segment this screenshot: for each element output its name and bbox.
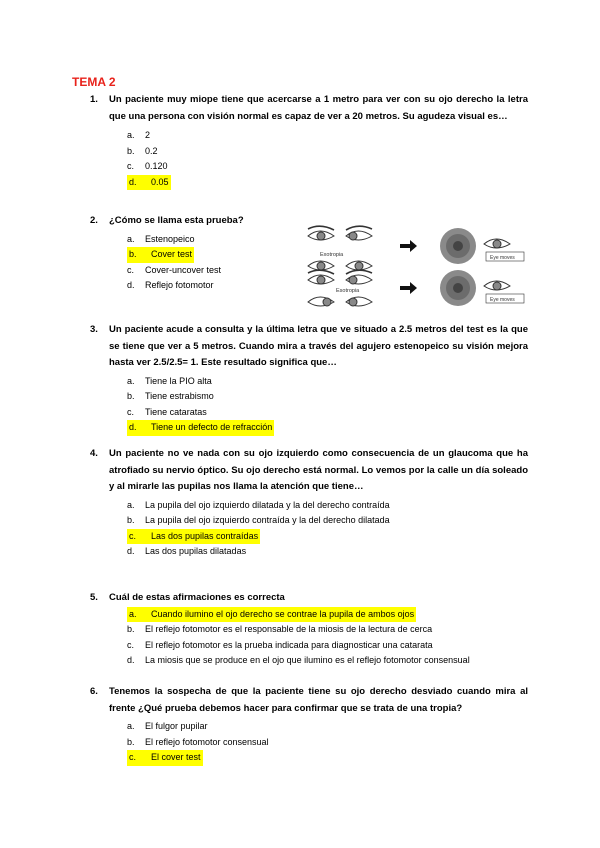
- highlighted-answer: 0.05: [149, 175, 171, 191]
- question-1: [90, 92, 528, 190]
- option-a: a. La pupila del ojo izquierdo dilatada y la del derecho contraída: [127, 499, 390, 510]
- option-a: a. El fulgor pupilar: [127, 721, 208, 731]
- question-6: [90, 684, 528, 766]
- arrow-right-icon: [400, 240, 417, 252]
- option-d: d. Las dos pupilas dilatadas: [127, 546, 247, 556]
- option-d: d. Reflejo fotomotor: [127, 280, 214, 290]
- highlighted-answer: Cover test: [149, 247, 194, 263]
- figure-label-exotropia: Exotropia: [320, 252, 344, 258]
- option-b: b. La pupila del ojo izquierdo contraída y la del derecho dilatada: [127, 515, 390, 525]
- option-b: b. El reflejo fotomotor consensual: [127, 736, 269, 747]
- question-number: 4.: [90, 448, 98, 459]
- question-text: ¿Cómo se llama esta prueba?: [109, 215, 244, 226]
- option-b: b. 0.2: [127, 145, 158, 156]
- option-a: a. Tiene la PIO alta: [127, 375, 212, 386]
- question-4: [90, 446, 528, 560]
- cover-test-figure: [300, 222, 528, 310]
- section-title: TEMA 2: [72, 75, 116, 89]
- highlighted-answer: El cover test: [149, 750, 203, 766]
- option-b: b. El reflejo fotomotor es el responsable de la miosis de la lectura de cerca: [127, 624, 433, 634]
- question-5: [90, 590, 528, 669]
- eye-pair-icon: [308, 226, 372, 240]
- question-text: Tenemos la sospecha de que la paciente tiene su ojo derecho desviado cuando mira al frente ¿Qué prueba debemos hacer para confirmar que se trata de una tropia?: [109, 686, 528, 714]
- question-text: Un paciente muy miope tiene que acercarse a 1 metro para ver con su ojo derecho la letra que una persona con visión normal es capaz de ver a 20 metros. Su agudeza visual es…: [109, 94, 528, 122]
- question-number: 5.: [90, 592, 98, 603]
- question-text: Un paciente no ve nada con su ojo izquierdo como consecuencia de un glaucoma que ha atrofiado su nervio óptico. Su ojo derecho está normal. Lo vemos por la calle un día soleado y al mirarle las pupilas nos llama la atención que tiene…: [109, 448, 528, 492]
- question-number: 1.: [90, 94, 98, 105]
- option-c: c. El cover test: [127, 750, 528, 766]
- option-c: c. Cover-uncover test: [127, 264, 222, 275]
- option-b: b. Tiene estrabismo: [127, 391, 214, 401]
- figure-label-esotropia: Esotropia: [336, 288, 360, 294]
- question-text: Cuál de estas afirmaciones es correcta: [109, 592, 285, 603]
- option-d: d. 0.05: [127, 175, 528, 191]
- highlighted-answer: Cuando ilumino el ojo derecho se contrae la pupila de ambos ojos: [149, 607, 416, 623]
- highlighted-answer: Tiene un defecto de refracción: [149, 420, 274, 436]
- question-text: Un paciente acude a consulta y la última letra que ve situado a 2.5 metros del test es la que se tiene que ver a 5 metros. Cuando mira a través del agujero estenopeico su visión mejora hasta ver 2.5/2.5= 1. Este resultado significa que…: [109, 324, 528, 368]
- question-number: 3.: [90, 324, 98, 335]
- figure-card-label: Eye moves: [490, 297, 515, 303]
- option-b: b. Cover test: [127, 247, 290, 263]
- arrow-right-icon: [400, 282, 417, 294]
- question-number: 6.: [90, 686, 98, 697]
- figure-card-label: Eye moves: [490, 255, 515, 261]
- highlighted-answer: Las dos pupilas contraídas: [149, 529, 260, 545]
- option-c: c. El reflejo fotomotor es la prueba indicada para diagnosticar una catarata: [127, 639, 433, 650]
- option-a: a. 2: [127, 130, 151, 140]
- option-c: c. Las dos pupilas contraídas: [127, 529, 528, 545]
- option-d: d. La miosis que se produce en el ojo que ilumino es el reflejo fotomotor consensual: [127, 655, 470, 665]
- question-3: [90, 322, 528, 436]
- option-a: a. Estenopeico: [127, 233, 195, 244]
- question-number: 2.: [90, 215, 98, 226]
- option-c: c. Tiene cataratas: [127, 406, 207, 417]
- option-a: a. Cuando ilumino el ojo derecho se contrae la pupila de ambos ojos: [127, 607, 528, 623]
- question-2: [90, 213, 290, 294]
- option-d: d. Tiene un defecto de refracción: [127, 420, 528, 436]
- option-c: c. 0.120: [127, 161, 168, 171]
